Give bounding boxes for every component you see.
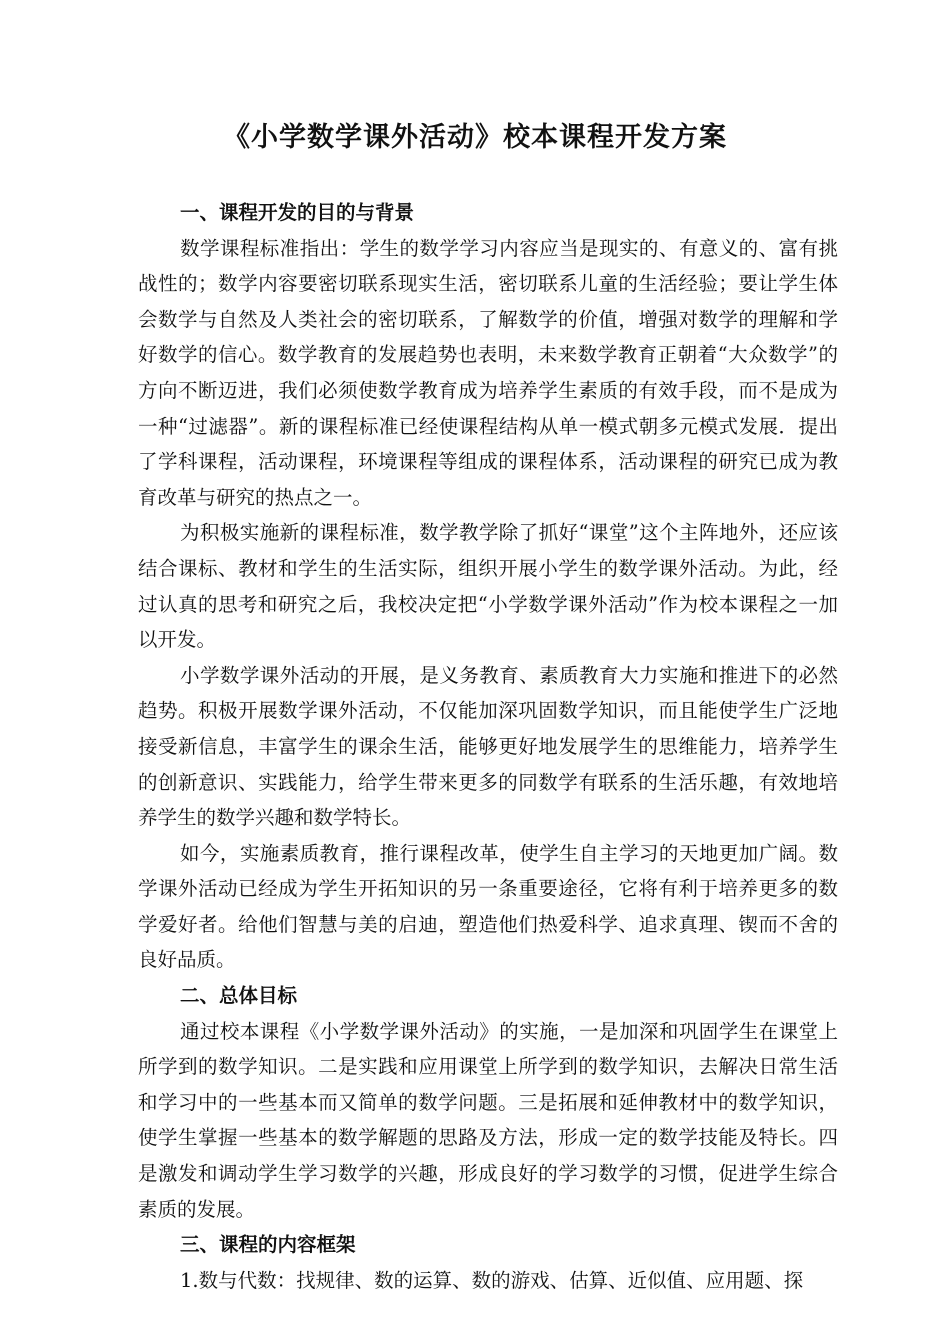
document-title: 《小学数学课外活动》校本课程开发方案 xyxy=(223,122,727,153)
paragraph: 为积极实施新的课程标准，数学教学除了抓好“课堂”这个主阵地外，还应该结合课标、教材和学生的生活实际，组织开展小学生的数学课外活动。为此，经过认真的思考和研究之后，我校决定把“小学数学课外活动”作为校本课程之一加以开发。 xyxy=(138,521,838,652)
paragraph: 通过校本课程《小学数学课外活动》的实施，一是加深和巩固学生在课堂上所学到的数学知识。二是实践和应用课堂上所学到的数学知识，去解决日常生活和学习中的一些基本而又简单的数学问题。三是拓展和延伸教材中的数学知识，使学生掌握一些基本的数学解题的思路及方法，形成一定的数学技能及特长。四是激发和调动学生学习数学的兴趣，形成良好的学习数学的习惯，促进学生综合素质的发展。 xyxy=(138,1019,838,1221)
section-heading-content-framework: 三、课程的内容框架 xyxy=(180,1233,356,1257)
section-heading-goals: 二、总体目标 xyxy=(180,984,298,1008)
paragraph: 1.数与代数：找规律、数的运算、数的游戏、估算、近似值、应用题、探 xyxy=(180,1268,804,1292)
document-body xyxy=(138,195,838,1298)
paragraph: 数学课程标准指出：学生的数学学习内容应当是现实的、有意义的、富有挑战性的；数学内容要密切联系现实生活，密切联系儿童的生活经验；要让学生体会数学与自然及人类社会的密切联系，了解数学的价值，增强对数学的理解和学好数学的信心。数学教育的发展趋势也表明，未来数学教育正朝着“大众数学”的方向不断迈进，我们必须使数学教育成为培养学生素质的有效手段，而不是成为一种“过滤器”。新的课程标准已经使课程结构从单一模式朝多元模式发展．提出了学科课程，活动课程，环境课程等组成的课程体系，活动课程的研究已成为教育改革与研究的热点之一。 xyxy=(138,236,838,509)
section-heading-purpose: 一、课程开发的目的与背景 xyxy=(180,201,415,224)
paragraph: 如今，实施素质教育，推行课程改革，使学生自主学习的天地更加广阔。数学课外活动已经成为学生开拓知识的另一条重要途径，它将有利于培养更多的数学爱好者。给他们智慧与美的启迪，塑造他们热爱科学、追求真理、锲而不舍的良好品质。 xyxy=(138,841,838,972)
paragraph: 小学数学课外活动的开展，是义务教育、素质教育大力实施和推进下的必然趋势。积极开展数学课外活动，不仅能加深巩固数学知识，而且能使学生广泛地接受新信息，丰富学生的课余生活，能够更好地发展学生的思维能力，培养学生的创新意识、实践能力，给学生带来更多的同数学有联系的生活乐趣，有效地培养学生的数学兴趣和数学特长。 xyxy=(138,663,838,830)
